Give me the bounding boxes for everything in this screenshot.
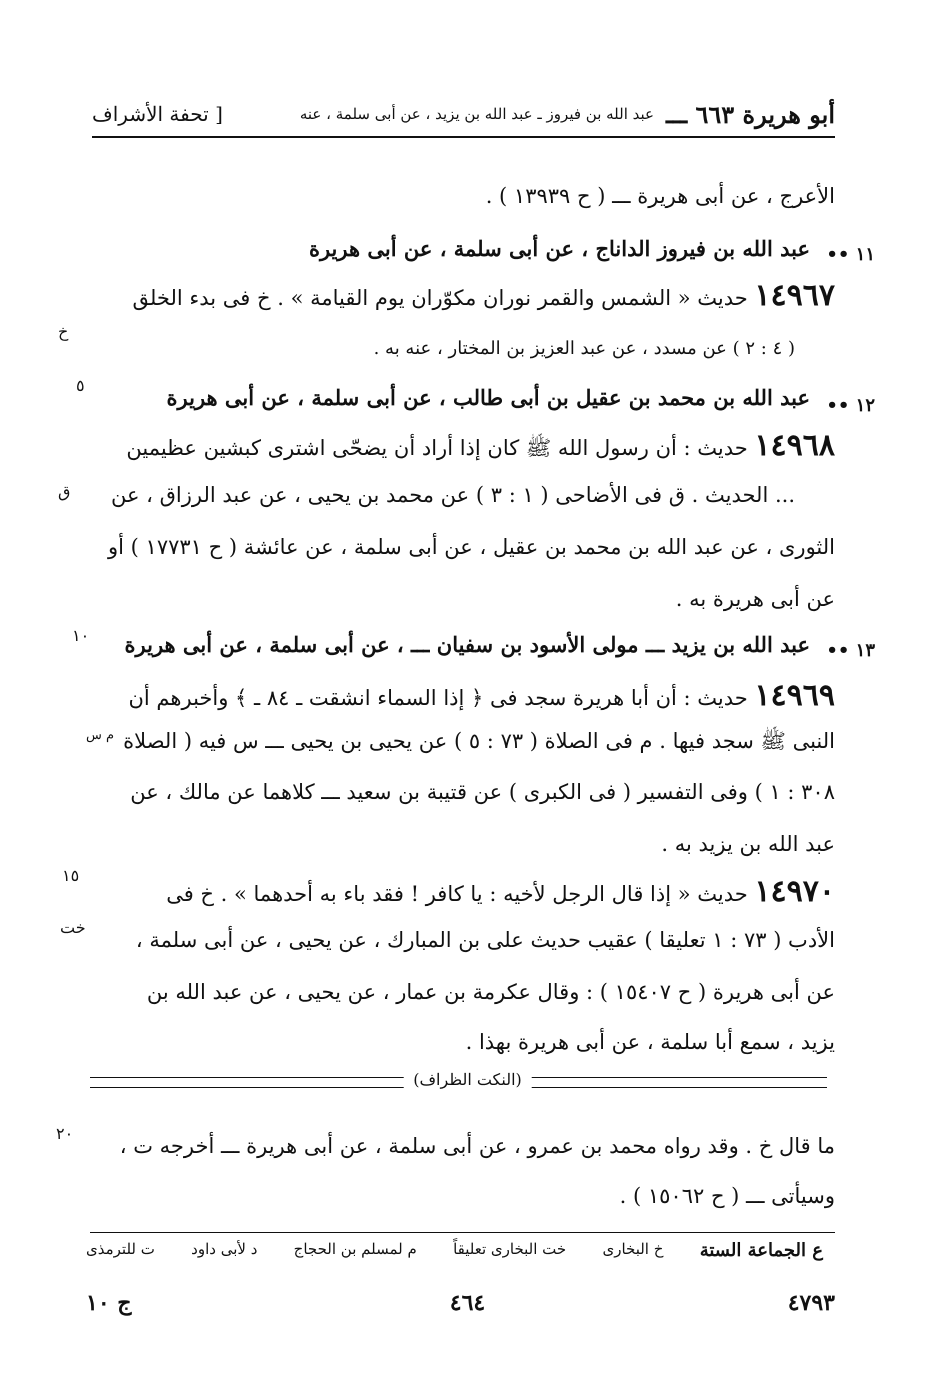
text-line: الثورى ، عن عبد الله بن محمد بن عقيل ، عن أبى سلمة ، عن عائشة ( ح ١٧٧٣١ ) أو [108,535,835,559]
hadith-line [166,874,835,909]
header-book-title: [ تحفة الأشراف [92,102,223,126]
text-line: ( ٤ : ٢ ) عن مسدد ، عن عبد العزيز بن المختار ، عنه به . [373,338,795,359]
nukat-line: وسيأتى ـــ ( ح ١٥٠٦٢ ) . [619,1184,835,1208]
margin-siglum: ق [58,482,71,501]
text-line: عبد الله بن يزيد به . [661,832,835,856]
margin-siglum: خ [58,322,69,341]
legend-item: م لمسلم بن الحجاج [293,1240,417,1258]
serial-number: ٤٧٩٣ [787,1290,835,1316]
footer-rule [90,1232,835,1233]
margin-siglum: م س [86,728,115,743]
nukat-line: ما قال خ . وقد رواه محمد بن عمرو ، عن أبى سلمة ، عن أبى هريرة ـــ أخرجه ت ، [119,1134,835,1158]
narrator-heading: عبد الله بن يزيد ـــ مولى الأسود بن سفيان ـــ ، عن أبى سلمة ، عن أبى هريرة [124,632,810,657]
narrator-heading: عبد الله بن فيروز الداناج ، عن أبى سلمة ، عن أبى هريرة [308,236,810,261]
legend-item: ع الجماعة الستة [699,1240,823,1261]
entry-number: ١٢ •• [826,395,875,416]
line-number-margin: ٢٠ [56,1124,74,1143]
text-line: عن أبى هريرة به . [675,587,835,611]
text-line: النبى ﷺ سجد فيها . م فى الصلاة ( ٧٣ : ٥ ) عن يحيى بن يحيى ـــ س فيه ( الصلاة [123,729,835,753]
header-subtitle: عبد الله بن فيروز ـ عبد الله بن يزيد ، عن أبى سلمة ، عنه [299,105,655,123]
entry-number: ١١ •• [826,244,875,265]
text-line: عن أبى هريرة ( ح ١٥٤٠٧ ) : وقال عكرمة بن عمار ، عن يحيى ، عن عبد الله بن [146,980,835,1004]
hadith-text: حديث « إذا قال الرجل لأخيه : يا كافر ! فقد باء به أحدهما » . خ فى [166,882,748,906]
margin-siglum: خت [60,918,86,937]
hadith-line [129,678,836,713]
hadith-line [126,428,835,466]
sigla-legend [86,1240,823,1261]
page-number: ٤٦٤ [449,1290,486,1316]
text-line: ... الحديث . ق فى الأضاحى ( ١ : ٣ ) عن محمد بن يحيى ، عن عبد الرزاق ، عن [110,483,795,507]
hadith-number: ١٤٩٧٠ [754,874,835,909]
hadith-number: ١٤٩٦٧ [754,278,835,313]
line-number-margin: ٥ [76,376,85,395]
hadith-line [132,278,835,313]
legend-item: ت للترمذى [86,1240,155,1258]
hadith-number: ١٤٩٦٨ [754,428,835,463]
line-number-margin: ١٥ [62,866,80,885]
page-header [92,92,835,138]
legend-item: د لأبى داود [191,1240,258,1258]
hadith-text: حديث : أن رسول الله ﷺ كان إذا أراد أن يضحّى اشترى كبشين عظيمين [126,436,748,460]
legend-item: خت البخارى تعليقاً [453,1240,567,1258]
line-number-margin: ١٠ [72,626,90,645]
text-line: الأعرج ، عن أبى هريرة ـــ ( ح ١٣٩٣٩ ) . [485,184,835,208]
narrator-heading: عبد الله بن محمد بن عقيل بن أبى طالب ، عن أبى سلمة ، عن أبى هريرة [166,385,810,410]
volume-number: ج ١٠ [86,1290,132,1316]
entry-number: ١٣ •• [826,640,875,661]
nukat-label: (النكت الظراف) [403,1070,532,1089]
text-line: ٣٠٨ : ١ ) وفى التفسير ( فى الكبرى ) عن قتيبة بن سعيد ـــ كلاهما عن مالك ، عن [130,780,835,804]
hadith-text: حديث : أن أبا هريرة سجد فى ﴿ إذا السماء انشقت ـ ٨٤ ـ ﴾ وأخبرهم أن [128,686,748,710]
legend-item: خ البخارى [602,1240,664,1258]
text-line: يزيد ، سمع أبا سلمة ، عن أبى هريرة بهذا . [465,1030,835,1054]
text-line: الأدب ( ٧٣ : ١ تعليقا ) عقيب حديث على بن المبارك ، عن يحيى ، عن أبى سلمة ، [135,928,835,952]
hadith-text: حديث « الشمس والقمر نوران مكوّران يوم القيامة » . خ فى بدء الخلق [132,286,748,310]
header-title: أبو هريرة ٦٦٣ ـــ [666,99,835,129]
hadith-number: ١٤٩٦٩ [754,678,835,713]
